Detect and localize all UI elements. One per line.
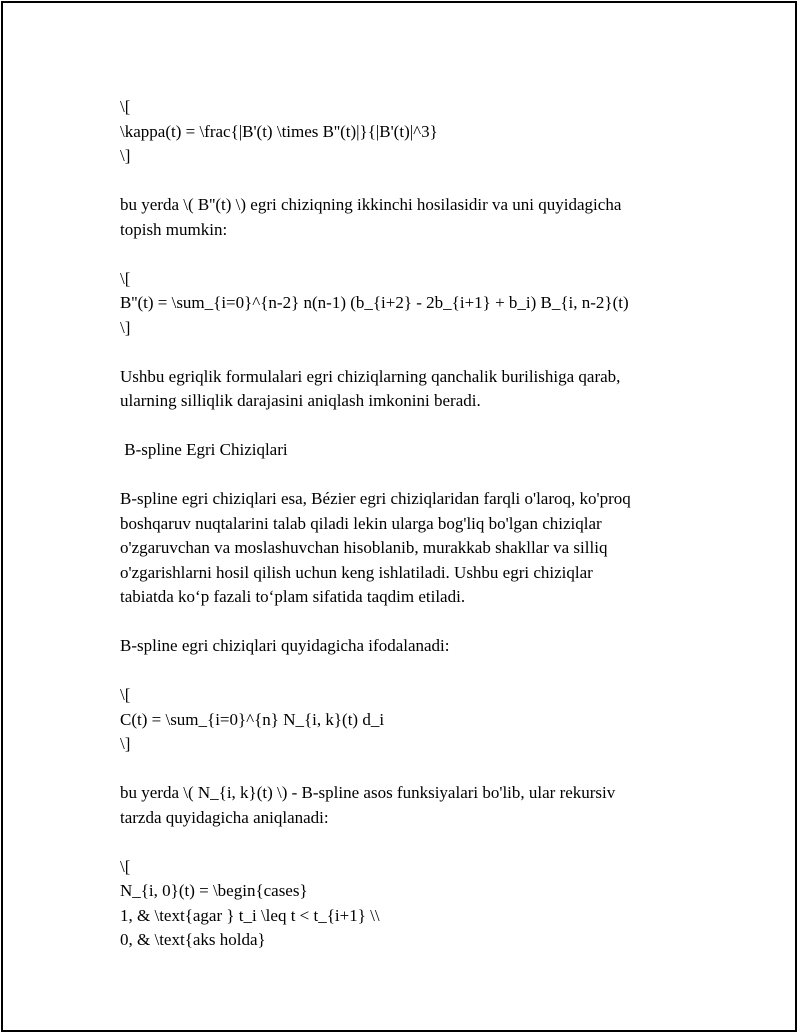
text-line: B-spline egri chiziqlari quyidagicha ifodalanadi: <box>120 636 450 655</box>
text-line: \] <box>120 146 131 165</box>
text-line: B''(t) = \sum_{i=0}^{n-2} n(n-1) (b_{i+2} - 2b_{i+1} + b_i) B_{i, n-2}(t) <box>120 293 629 312</box>
blank-line <box>120 659 700 684</box>
text-line: Ushbu egriqlik formulalari egri chiziqlarning qanchalik burilishiga qarab, <box>120 366 621 386</box>
blank-line <box>120 830 700 855</box>
blank-line <box>120 169 700 194</box>
text-line: tarzda quyidagicha aniqlanadi: <box>120 807 329 827</box>
blank-line <box>120 610 700 635</box>
blank-line <box>120 340 700 365</box>
text-line: topish mumkin: <box>120 219 228 239</box>
text-line: boshqaruv nuqtalarini talab qiladi lekin ularga bog'liq bo'lgan chiziqlar <box>120 513 602 533</box>
document-body <box>120 95 700 953</box>
text-line: 1, & \text{agar } t_i \leq t < t_{i+1} \\ <box>120 905 380 925</box>
text-line: C(t) = \sum_{i=0}^{n} N_{i, k}(t) d_i <box>120 709 385 729</box>
text-line: B-spline egri chiziqlari esa, Bézier egri chiziqlaridan farqli o'laroq, ko'proq <box>120 489 631 508</box>
text-line: 0, & \text{aks holda} <box>120 930 266 949</box>
text-line: \[ <box>120 97 131 116</box>
text-line: o'zgarishlarni hosil qilish uchun keng ishlatiladi. Ushbu egri chiziqlar <box>120 562 593 582</box>
document-page <box>1 1 797 1032</box>
text-line: \[ <box>120 685 131 704</box>
text-line: o'zgaruvchan va moslashuvchan hisoblanib, murakkab shakllar va silliq <box>120 538 608 557</box>
blank-line <box>120 414 700 439</box>
text-line: \kappa(t) = \frac{|B'(t) \times B''(t)|}{|B'(t)|^3} <box>120 121 438 141</box>
blank-line <box>120 757 700 782</box>
blank-line <box>120 242 700 267</box>
text-line: \] <box>120 317 131 337</box>
text-line: \[ <box>120 856 131 876</box>
text-line: ularning silliqlik darajasini aniqlash imkonini beradi. <box>120 391 481 410</box>
text-line: \] <box>120 734 131 753</box>
text-line: bu yerda \( N_{i, k}(t) \) - B-spline asos funksiyalari bo'lib, ular rekursiv <box>120 783 616 802</box>
section-heading: B-spline Egri Chiziqlari <box>120 440 288 459</box>
text-line: \[ <box>120 268 131 288</box>
text-line: bu yerda \( B''(t) \) egri chiziqning ikkinchi hosilasidir va uni quyidagicha <box>120 195 622 214</box>
text-line: tabiatda ko‘p fazali to‘plam sifatida taqdim etiladi. <box>120 587 466 606</box>
blank-line <box>120 463 700 488</box>
text-line: N_{i, 0}(t) = \begin{cases} <box>120 881 308 900</box>
